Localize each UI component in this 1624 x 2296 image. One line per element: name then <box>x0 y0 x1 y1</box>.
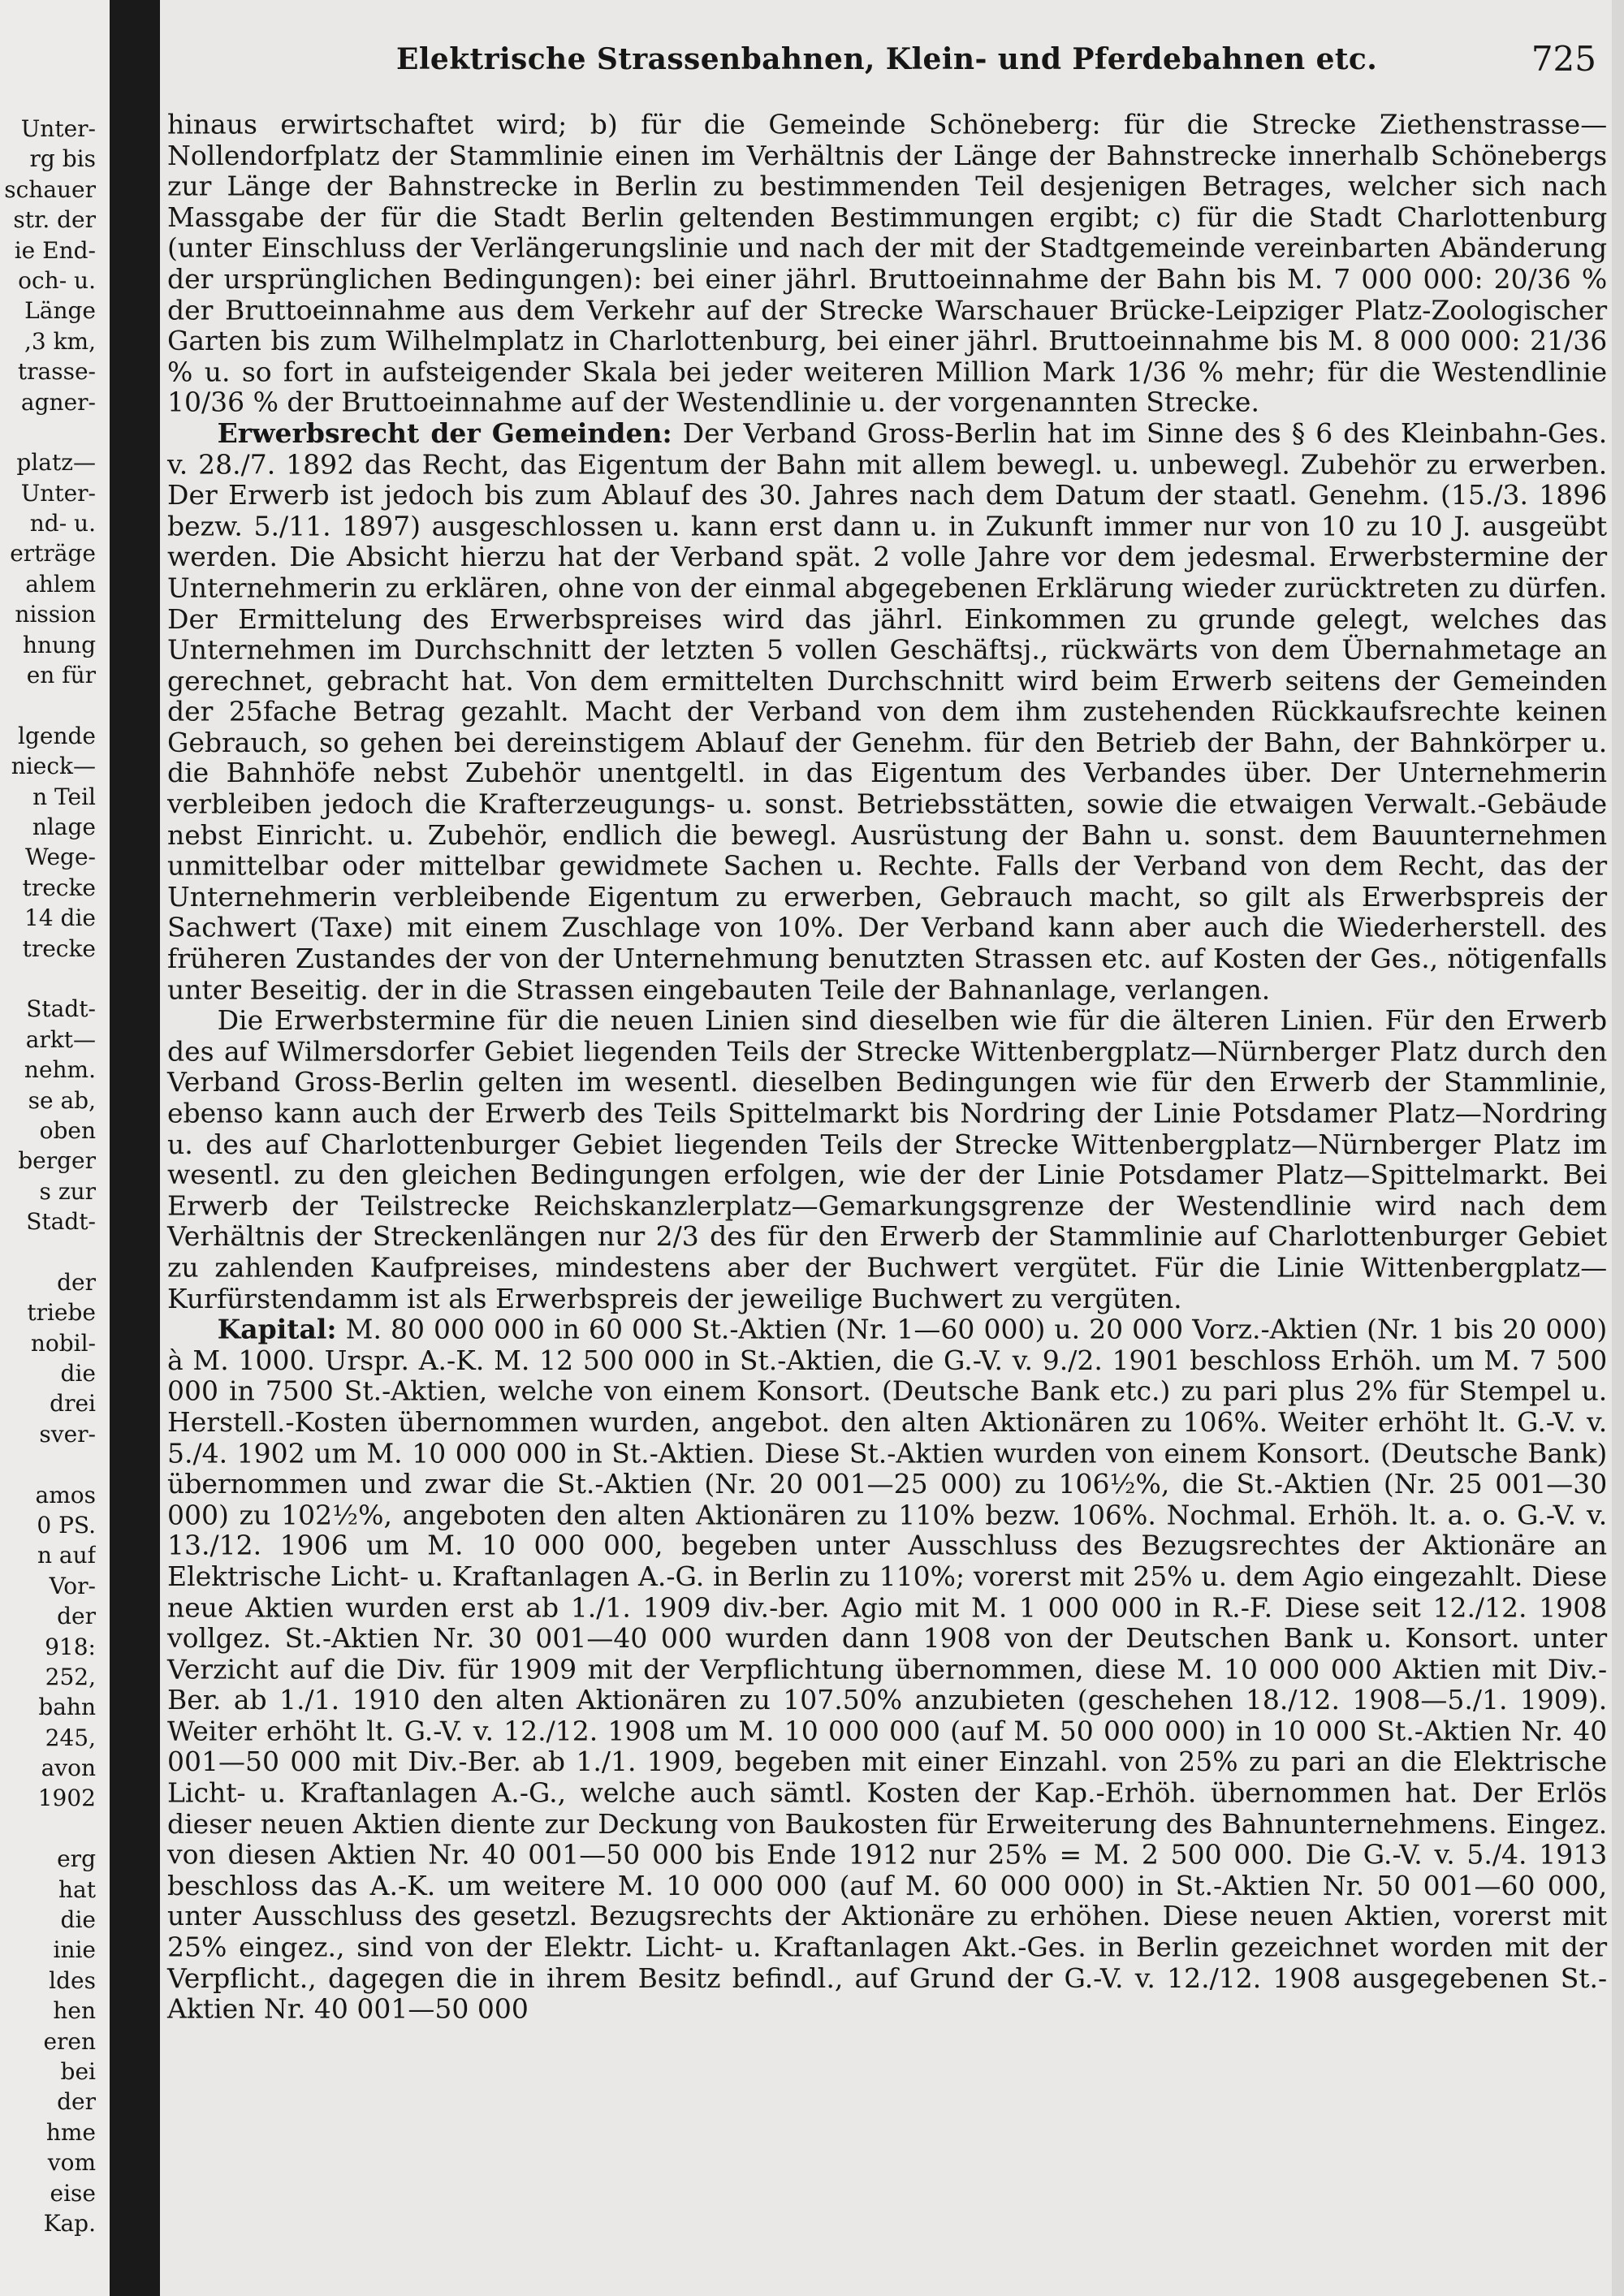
margin-fragment-line: s zur <box>39 1177 96 1205</box>
section-heading-erwerbsrecht: Erwerbsrecht der Gemeinden: <box>217 418 672 450</box>
margin-fragment-line: Stadt- <box>26 1208 96 1236</box>
margin-fragment-line: oben <box>39 1116 96 1144</box>
margin-fragment-line: avon <box>41 1754 96 1782</box>
header-title: Elektrische Strassenbahnen, Klein- und Pferdebahnen etc. <box>396 42 1378 76</box>
margin-fragment-line: arkt— <box>25 1025 96 1053</box>
margin-fragment-line: hat <box>58 1875 96 1903</box>
running-header <box>162 39 1608 88</box>
margin-fragment-line: str. der <box>13 206 96 234</box>
page-number: 725 <box>1531 39 1596 79</box>
margin-fragment-line: drei <box>50 1390 96 1418</box>
margin-fragment-line: der <box>57 2088 96 2116</box>
margin-fragment-line: erträge <box>10 540 96 568</box>
adjacent-page-fragment <box>0 114 96 2238</box>
margin-fragment-line: ldes <box>49 1966 96 1994</box>
margin-fragment-line: nission <box>15 601 96 628</box>
paragraph-erwerbsrecht-text: Der Verband Gross-Berlin hat im Sinne des § 6 des Kleinbahn-Ges. v. 28./7. 1892 das Recht, das Eigentum der Bahn mit allem bewegl. u. unbewegl. Zubehör zu erwerben. Der Erwerb ist jedoch bis zum Ablauf des 30. Jahres nach dem Datum der staatl. Genehm. (15./3. 1896 bezw. 5./11. 1897) ausgeschlossen u. kann erst dann u. in Zukunft immer nur von 10 zu 10 J. ausgeübt werden. Die Absicht hierzu hat der Verband spät. 2 volle Jahre vor dem jedesmal. Erwerbstermine der Unternehmerin zu erklären, ohne von der einmal abgegebenen Erklärung wieder zurücktreten zu dürfen. Der Ermittelung des Erwerbspreises wird das jährl. Einkommen zu grunde gelegt, welches das Unternehmen im Durchschnitt der letzten 5 vollen Geschäftsj., rückwärts von dem Übernahmetage an gerechnet, gebracht hat. Von dem ermittelten Durchschnitt wird beim Erwerb seitens der Gemeinden der 25fache Betrag gezahlt. Macht der Verband von dem ihm zustehenden Rückkaufsrechte keinen Gebrauch, so gehen bei dereinstigem Ablauf der Genehm. für den Betrieb der Bahn, der Bahnkörper u. die Bahnhöfe nebst Zubehör unentgeltl. in das Eigentum des Verbandes über. Der Unternehmerin verbleiben jedoch die Krafterzeugungs- u. sonst. Betriebsstätten, sowie die etwaigen Verwalt.-Gebäude nebst Einricht. u. Zubehör, endlich die bewegl. Ausrüstung der Bahn u. sonst. dem Bauunternehmen unmittelbar oder mittelbar gewidmete Sachen u. Rechte. Falls der Verband von dem Recht, das der Unternehmerin verbleibende Eigentum zu erwerben, Gebrauch macht, so gilt als Erwerbspreis der Sachwert (Taxe) mit einem Zuschlage von 10%. Der Verband kann aber auch die Wiederherstell. des früheren Zustandes der von der Unternehmung benutzten Strassen etc. auf Kosten der Ges., nötigenfalls unter Beseitig. der in die Strassen eingebauten Teile der Bahnanlage, verlangen. <box>167 418 1608 1006</box>
margin-fragment-line: ,3 km, <box>24 327 96 355</box>
margin-fragment-line: 1902 <box>37 1785 96 1812</box>
margin-fragment-line: erg <box>57 1845 96 1873</box>
margin-fragment-line: triebe <box>27 1299 96 1327</box>
margin-fragment-line: 245, <box>45 1724 96 1751</box>
page-edge <box>1612 0 1624 2296</box>
margin-fragment-line: der <box>57 1268 96 1296</box>
margin-fragment-line <box>0 1814 96 1844</box>
margin-fragment-line <box>0 417 96 447</box>
margin-fragment-line: agner- <box>20 388 96 416</box>
margin-fragment-line: vom <box>47 2149 96 2177</box>
margin-fragment-line: amos <box>35 1481 96 1508</box>
margin-fragment-line: 252, <box>45 1663 96 1690</box>
margin-fragment-line: n auf <box>37 1542 96 1569</box>
margin-fragment-line <box>0 690 96 720</box>
margin-fragment-line: hme <box>45 2118 96 2146</box>
paragraph-kapital <box>167 1315 1607 2026</box>
margin-fragment-line: Unter- <box>20 115 96 142</box>
margin-fragment-line: schauer <box>4 175 96 203</box>
margin-fragment-line: der <box>57 1603 96 1630</box>
margin-fragment-line: hnung <box>22 631 96 658</box>
margin-fragment-line: nobil- <box>30 1329 96 1357</box>
margin-fragment-line: hen <box>53 1997 96 2025</box>
margin-fragment-line: Stadt- <box>26 995 96 1023</box>
margin-fragment-line: n Teil <box>32 783 96 810</box>
margin-fragment-line: rg bis <box>29 145 96 173</box>
margin-fragment-line: trecke <box>22 874 96 901</box>
margin-fragment-line: eise <box>50 2179 96 2207</box>
margin-fragment-line: 918: <box>45 1633 96 1660</box>
margin-fragment-line: ahlem <box>25 570 96 598</box>
margin-fragment-line: Wege- <box>24 844 96 871</box>
margin-fragment-line: och- u. <box>18 266 96 294</box>
margin-fragment-line: die <box>60 1360 96 1388</box>
binding-gutter-shadow <box>110 0 160 2296</box>
margin-fragment-line: trecke <box>22 934 96 962</box>
margin-fragment-line: nd- u. <box>29 510 96 537</box>
margin-fragment-line: Unter- <box>20 479 96 507</box>
margin-fragment-line: bei <box>60 2058 96 2085</box>
margin-fragment-line: nlage <box>32 813 96 840</box>
margin-fragment-line: Kap. <box>43 2209 96 2237</box>
margin-fragment-line: inie <box>53 1936 96 1964</box>
margin-fragment-line: lgende <box>18 722 96 749</box>
section-heading-kapital: Kapital: <box>217 1314 337 1346</box>
margin-fragment-line: nehm. <box>24 1056 96 1084</box>
margin-fragment-line: trasse- <box>17 358 96 386</box>
margin-fragment-line <box>0 1236 96 1267</box>
margin-fragment-line: 14 die <box>24 904 96 932</box>
paragraph-erwerbsrecht <box>167 420 1607 1007</box>
margin-fragment-line: se ab, <box>28 1086 96 1114</box>
margin-fragment-line: 0 PS. <box>37 1511 96 1539</box>
margin-fragment-line: ie End- <box>14 236 96 264</box>
margin-fragment-line: en für <box>26 662 96 689</box>
margin-fragment-line: nieck— <box>11 753 96 780</box>
paragraph-schoeneberg-charlottenburg: hinaus erwirtschaftet wird; b) für die Gemeinde Schöneberg: für die Strecke Ziethenstrasse—Nollendorfplatz der Stammlinie einen im Verhältnis der Länge der Bahnstrecke innerhalb Schönebergs zur Länge der Bahnstrecke in Berlin zu bestimmenden Teil desjenigen Betrages, welcher sich nach Massgabe der für die Stadt Berlin geltenden Bestimmungen ergibt; c) für die Stadt Charlottenburg (unter Einschluss der Verlängerungslinie und nach der mit der Stadtgemeinde vereinbarten Abänderung der ursprünglichen Bedingungen): bei einer jährl. Bruttoeinnahme der Bahn bis M. 7 000 000: 20/36 % der Bruttoeinnahme aus dem Verkehr auf der Strecke Warschauer Brücke-Leipziger Platz-Zoologischer Garten bis zum Wilhelmplatz in Charlottenburg, bei einer jährl. Bruttoeinnahme bis M. 8 000 000: 21/36 % u. so fort in aufsteigender Skala bei jeder weiteren Million Mark 1/36 % mehr; für die Westendlinie 10/36 % der Bruttoeinnahme auf der Westendlinie u. der vorgenannten Strecke. <box>167 109 1608 419</box>
margin-fragment-line: berger <box>18 1147 96 1175</box>
margin-fragment-line: Vor- <box>49 1572 96 1599</box>
margin-fragment-line: bahn <box>38 1694 96 1721</box>
margin-fragment-line: die <box>60 1906 96 1934</box>
margin-fragment-line: Länge <box>24 297 96 325</box>
main-text-column <box>167 110 1607 2026</box>
margin-fragment-line: sver- <box>39 1420 96 1448</box>
margin-fragment-line <box>0 1449 96 1479</box>
margin-fragment-line <box>0 964 96 994</box>
paragraph-kapital-text: M. 80 000 000 in 60 000 St.-Aktien (Nr. 1—60 000) u. 20 000 Vorz.-Aktien (Nr. 1 bis 20 000) à M. 1000. Urspr. A.-K. M. 12 500 000 in St.-Aktien, die G.-V. v. 9./2. 1901 beschloss Erhöh. um M. 7 500 000 in 7500 St.-Aktien, welche von einem Konsort. (Deutsche Bank etc.) zu pari plus 2% für Stempel u. Herstell.-Kosten übernommen wurden, angebot. den alten Aktionären zu 106%. Weiter erhöht lt. G.-V. v. 5./4. 1902 um M. 10 000 000 in St.-Aktien. Diese St.-Aktien wurden von einem Konsort. (Deutsche Bank) übernommen und zwar die St.-Aktien (Nr. 20 001—25 000) zu 106½%, die St.-Aktien (Nr. 25 001—30 000) zu 102½%, angeboten den alten Aktionären zu 110% bezw. 106%. Nochmal. Erhöh. lt. a. o. G.-V. v. 13./12. 1906 um M. 10 000 000, begeben unter Ausschluss des Bezugsrechtes der Aktionäre an Elektrische Licht- u. Kraftanlagen A.-G. in Berlin zu 110%; vorerst mit 25% u. dem Agio eingezahlt. Diese neue Aktien wurden erst ab 1./1. 1909 div.-ber. Agio mit M. 1 000 000 in R.-F. Diese seit 12./12. 1908 vollgez. St.-Aktien Nr. 30 001—40 000 wurden dann 1908 von der Deutschen Bank u. Konsort. unter Verzicht auf die Div. für 1909 mit der Verpflichtung übernommen, diese M. 10 000 000 Aktien mit Div.-Ber. ab 1./1. 1910 den alten Aktionären zu 107.50% anzubieten (geschehen 18./12. 1908—5./1. 1909). Weiter erhöht lt. G.-V. v. 12./12. 1908 um M. 10 000 000 (auf M. 50 000 000) in 10 000 St.-Aktien Nr. 40 001—50 000 mit Div.-Ber. ab 1./1. 1909, begeben mit einer Einzahl. von 25% zu pari an die Elektrische Licht- u. Kraftanlagen A.-G., welche auch sämtl. Kosten der Kap.-Erhöh. übernommen hat. Der Erlös dieser neuen Aktien diente zur Deckung von Baukosten für Erweiterung des Bahnunternehmens. Eingez. von diesen Aktien Nr. 40 001—50 000 bis Ende 1912 nur 25% = M. 2 500 000. Die G.-V. v. 5./4. 1913 beschloss das A.-K. um weitere M. 10 000 000 (auf M. 60 000 000) in St.-Aktien Nr. 50 001—60 000, unter Ausschluss des gesetzl. Bezugsrechts der Aktionäre zu erhöhen. Diese neuen Aktien, vorerst mit 25% eingez., sind von der Elektr. Licht- u. Kraftanlagen Akt.-Ges. in Berlin gezeichnet worden mit der Verpflicht., dagegen die in ihrem Besitz befindl., auf Grund der G.-V. v. 12./12. 1908 ausgegebenen St.-Aktien Nr. 40 001—50 000 <box>167 1314 1608 2026</box>
margin-fragment-line: platz— <box>16 449 96 477</box>
paragraph-erwerbstermine: Die Erwerbstermine für die neuen Linien sind dieselben wie für die älteren Linien. Für den Erwerb des auf Wilmersdorfer Gebiet liegenden Teils der Strecke Wittenbergplatz—Nürnberger Platz durch den Verband Gross-Berlin gelten im wesentl. dieselben Bedingungen wie für den Erwerb der Stammlinie, ebenso kann auch der Erwerb des Teils Spittelmarkt bis Nordring der Linie Potsdamer Platz—Nordring u. des auf Charlottenburger Gebiet liegenden Teils der Strecke Wittenbergplatz—Nürnberger Platz im wesentl. zu den gleichen Bedingungen erfolgen, wie der der Linie Potsdamer Platz—Spittelmarkt. Bei Erwerb der Teilstrecke Reichskanzlerplatz—Gemarkungsgrenze der Westendlinie wird nach dem Verhältnis der Streckenlängen nur 2/3 des für den Erwerb der Stammlinie auf Charlottenburger Gebiet zu zahlenden Kaufpreises, mindestens aber der Buchwert vergütet. Für die Linie Wittenbergplatz—Kurfürstendamm ist als Erwerbspreis der jeweilige Buchwert zu vergüten. <box>167 1005 1608 1315</box>
margin-fragment-line: eren <box>43 2027 96 2055</box>
